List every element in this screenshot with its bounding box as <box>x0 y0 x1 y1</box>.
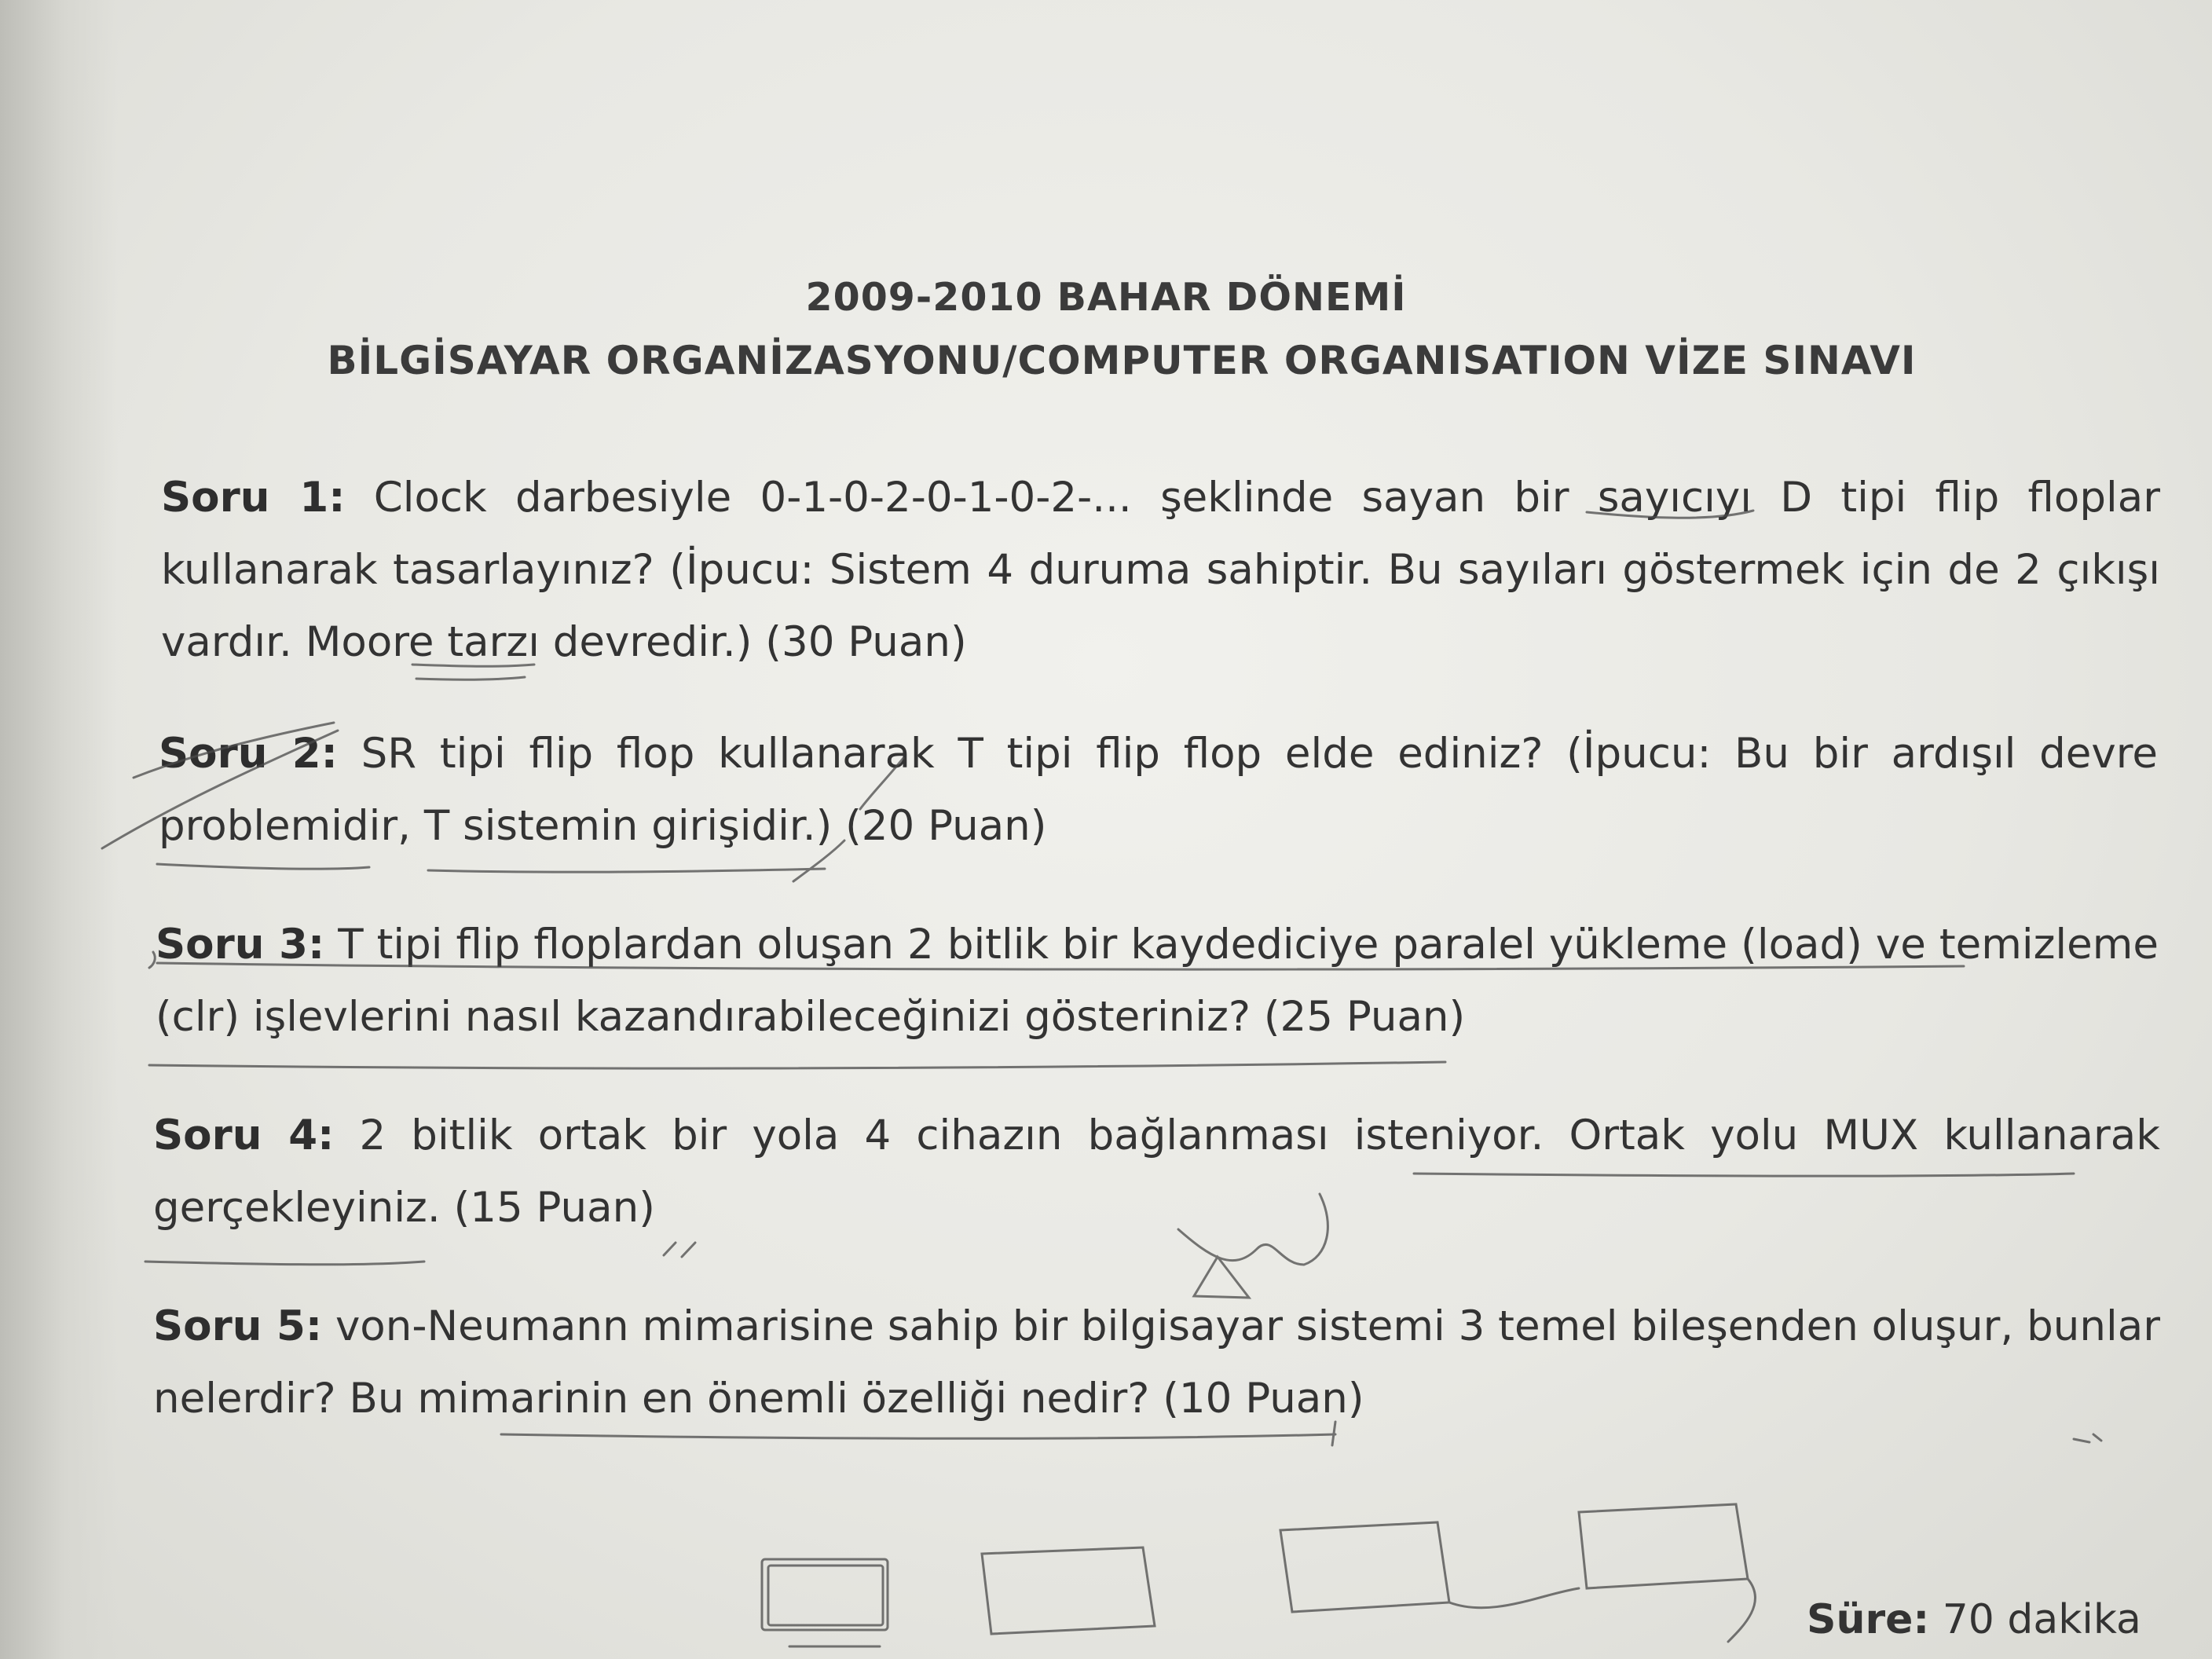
question-2 <box>159 718 2158 862</box>
paper-edge-shadow <box>0 0 118 1659</box>
sketch-connector <box>1449 1588 1579 1608</box>
sketch-box-3 <box>1280 1522 1449 1612</box>
question-1-label: Soru 1: <box>161 474 346 522</box>
underline-q4-line2 <box>145 1262 424 1265</box>
question-1-text: Clock darbesiyle 0-1-0-2-0-1-0-2-... şeklinde sayan bir sayıcıyı D tipi flip floplar kullanarak tasarlayınız? (İpucu: Sistem 4 duruma sahiptir. Bu sayıları göstermek için de 2 çıkışı vardır. Moore tarzı devredir.) (30 Puan) <box>161 474 2160 666</box>
underline-q2-b <box>428 869 825 872</box>
sketch-box-1-inner <box>768 1566 883 1625</box>
duration-label: Süre: <box>1807 1596 1930 1643</box>
question-5 <box>153 1291 2160 1435</box>
question-2-text: SR tipi flip flop kullanarak T tipi flip flop elde ediniz? (İpucu: Bu bir ardışıl devre problemidir, T sistemin girişidir.) (20 Puan) <box>159 730 2158 850</box>
underline-q3-line2 <box>149 1062 1445 1068</box>
double-slash-q4 <box>664 1243 695 1257</box>
question-2-label: Soru 2: <box>159 730 338 778</box>
duration-value: 70 dakika <box>1942 1596 2141 1643</box>
underline-q2 <box>157 864 369 869</box>
question-3-text: T tipi flip floplardan oluşan 2 bitlik bir kaydediciye paralel yükleme (load) ve temizleme (clr) işlevlerini nasıl kazandırabileceğinizi gösteriniz? (25 Puan) <box>156 921 2159 1041</box>
question-3 <box>156 909 2159 1053</box>
exam-term-heading: 2009-2010 BAHAR DÖNEMİ <box>805 275 1407 320</box>
sketch-box-4 <box>1579 1504 1748 1588</box>
sketch-box-1 <box>762 1559 888 1630</box>
question-1 <box>161 462 2160 679</box>
exam-course-heading: BİLGİSAYAR ORGANİZASYONU/COMPUTER ORGANISATION VİZE SINAVI <box>327 338 1917 383</box>
exam-duration <box>1807 1596 2141 1643</box>
sketch-connector-2 <box>1728 1579 1756 1642</box>
sketch-box-2 <box>982 1547 1155 1634</box>
question-4 <box>153 1100 2160 1244</box>
question-5-label: Soru 5: <box>153 1302 323 1350</box>
question-4-text: 2 bitlik ortak bir yola 4 cihazın bağlanması isteniyor. Ortak yolu MUX kullanarak gerçekleyiniz. (15 Puan) <box>153 1111 2160 1232</box>
question-5-text: von-Neumann mimarisine sahip bir bilgisayar sistemi 3 temel bileşenden oluşur, bunlar nelerdir? Bu mimarinin en önemli özelliği nedir? (10 Puan) <box>153 1302 2160 1423</box>
question-3-label: Soru 3: <box>156 921 325 969</box>
mark-q3 <box>149 952 155 968</box>
question-4-label: Soru 4: <box>153 1111 335 1159</box>
small-mark <box>2074 1434 2101 1442</box>
